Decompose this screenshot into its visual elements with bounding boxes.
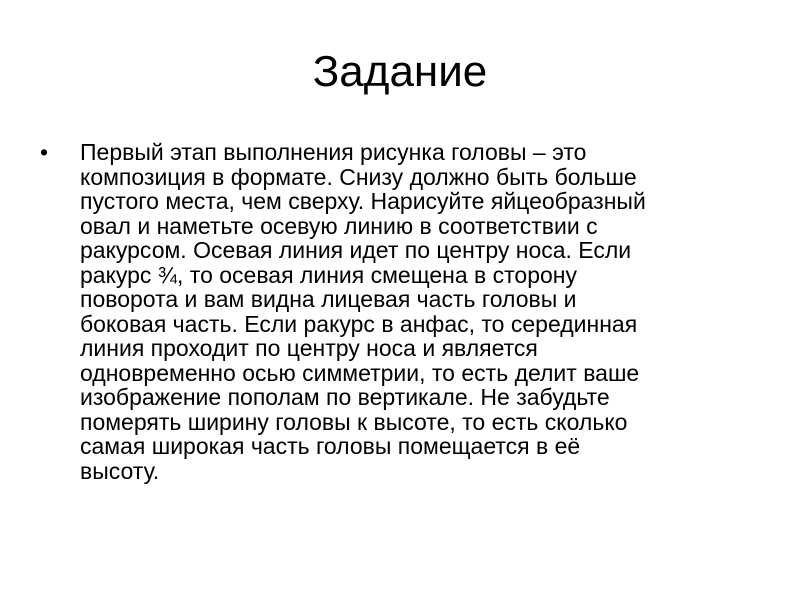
- text-line: высоту.: [80, 457, 160, 484]
- text-line: ракурс ¾, то осевая линия смещена в сторону: [80, 261, 577, 288]
- text-line: Первый этап выполнения рисунка головы – это: [80, 139, 587, 165]
- bullet-dot-icon: •: [40, 139, 49, 165]
- text-line: поворота и вам видна лицевая часть головы и: [80, 286, 577, 312]
- text-line: одновременно осью симметрии, то есть делит ваше: [80, 359, 640, 386]
- text-line: боковая часть. Если ракурс в анфас, то серединная: [80, 310, 638, 337]
- slide-title: Задание: [312, 47, 488, 96]
- text-line: померять ширину головы к высоте, то есть сколько: [80, 408, 628, 435]
- text-line: композиция в формате. Снизу должно быть больше: [80, 163, 637, 190]
- bullet-item: [40, 140, 760, 483]
- text-line: самая широкая часть головы помещается в её: [80, 433, 581, 459]
- slide-body: [40, 140, 760, 483]
- text-line: линия проходит по центру носа и является: [80, 335, 538, 361]
- text-line: изображение пополам по вертикале. Не забудьте: [80, 384, 610, 410]
- text-line: овал и наметьте осевую линию в соответствии с: [80, 212, 598, 239]
- text-line: пустого места, чем сверху. Нарисуйте яйцеобразный: [80, 188, 646, 214]
- text-line: ракурсом. Осевая линия идет по центру носа. Если: [80, 237, 632, 263]
